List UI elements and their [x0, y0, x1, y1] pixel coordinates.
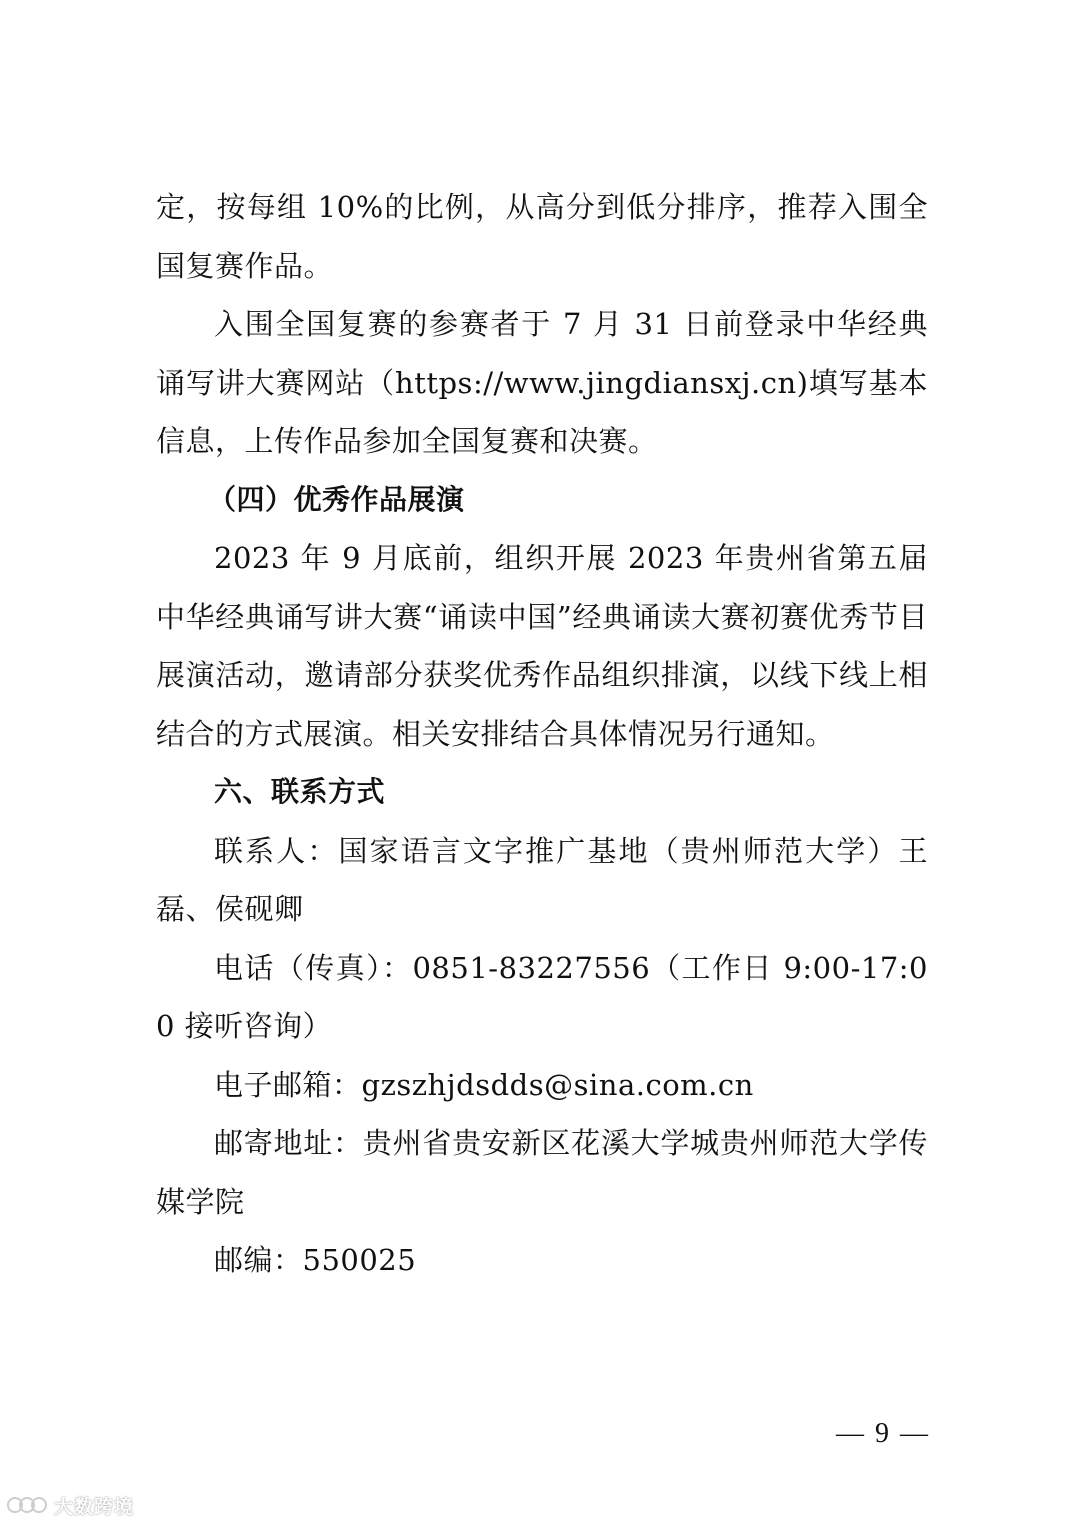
subheading-excellent-works: （四）优秀作品展演 — [208, 482, 465, 516]
watermark-logo-icon — [6, 1494, 48, 1516]
contact-person: 联系人：国家语言文字推广基地（贵州师范大学）王磊、侯砚卿 — [156, 833, 928, 926]
watermark — [6, 1490, 134, 1520]
paragraph-national-rematch: 入围全国复赛的参赛者于 7 月 31 日前登录中华经典诵写讲大赛网站（https://www.jingdiansxj.cn)填写基本信息，上传作品参加全国复赛和决赛。 — [156, 307, 928, 458]
paragraph-recommendation-continued: 定，按每组 10%的比例，从高分到低分排序，推荐入围全国复赛作品。 — [156, 190, 928, 283]
section-heading-contact: 六、联系方式 — [214, 775, 386, 808]
page-number: — 9 — — [836, 1418, 930, 1449]
contact-address: 邮寄地址：贵州省贵安新区花溪大学城贵州师范大学传媒学院 — [156, 1126, 928, 1219]
contact-email: 电子邮箱：gzszhjdsdds@sina.com.cn — [214, 1067, 754, 1102]
watermark-text: 大数跨境 — [54, 1495, 135, 1518]
contact-phone: 电话（传真）：0851-83227556（工作日 9:00-17:00 接听咨询） — [156, 950, 928, 1043]
document-body — [156, 178, 928, 1290]
contact-zipcode: 邮编：550025 — [214, 1243, 417, 1277]
paragraph-exhibition: 2023 年 9 月底前，组织开展 2023 年贵州省第五届中华经典诵写讲大赛“诵读中国”经典诵读大赛初赛优秀节目展演活动，邀请部分获奖优秀作品组织排演，以线下线上相结合的方式展演。相关安排结合具体情况另行通知。 — [156, 541, 928, 751]
